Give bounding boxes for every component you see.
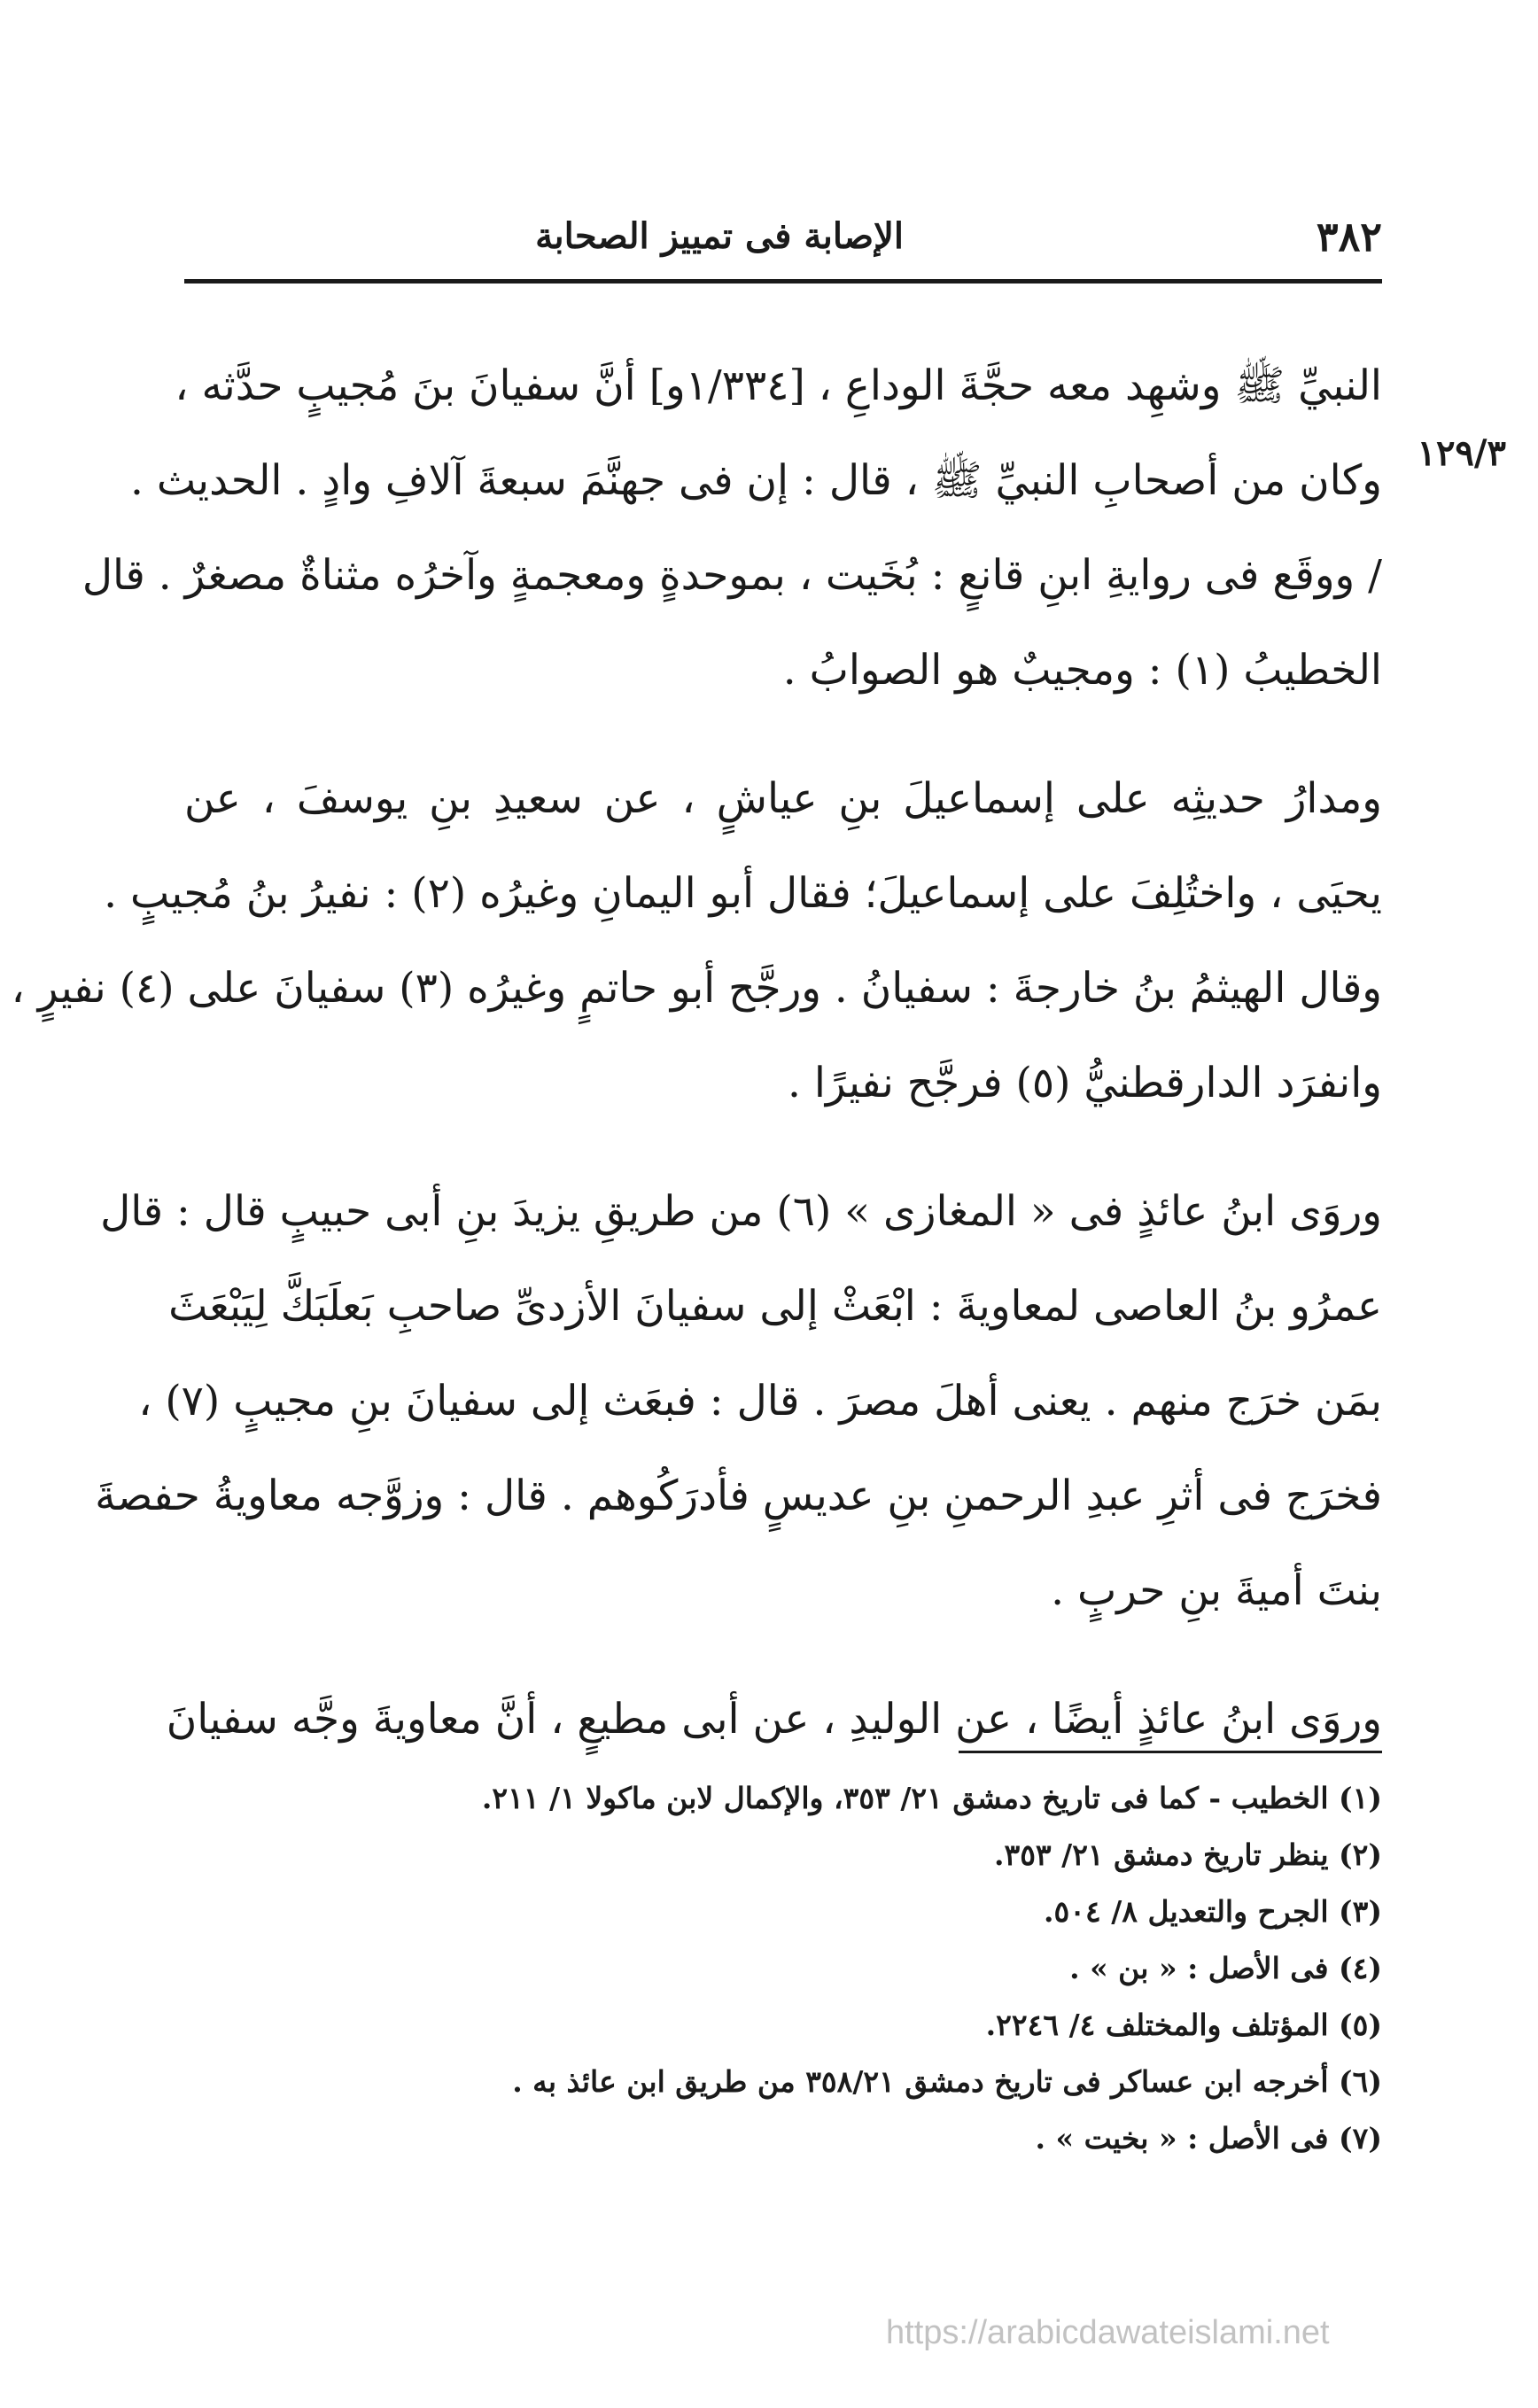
footnote: (٥) المؤتلف والمختلف ٤/ ٢٢٤٦. xyxy=(985,2008,1382,2042)
text-line: الخطيبُ (١) : ومجيبٌ هو الصوابُ . xyxy=(782,646,1382,695)
text-line: / ووقَع فى روايةِ ابنِ قانعٍ : بُخَيت ، بموحدةٍ ومعجمةٍ وآخرُه مثناةٌ مصغرٌ . قال xyxy=(82,551,1382,600)
text-line: بمَن خرَج منهم . يعنى أهلَ مصرَ . قال : فبعَث إلى سفيانَ بنِ مجيبٍ (٧) ، xyxy=(138,1377,1382,1425)
footnote: (٢) ينظر تاريخ دمشق ٢١/ ٣٥٣. xyxy=(993,1837,1382,1872)
text-line: بنتَ أميةَ بنِ حربٍ . xyxy=(1051,1566,1382,1615)
footnotes xyxy=(184,1770,1382,2167)
watermark-url: https://arabicdawateislami.net xyxy=(886,2314,1330,2351)
text-line: وكان من أصحابِ النبيِّ ﷺ ، قال : إن فى جهنَّمَ سبعةَ آلافِ وادٍ . الحديث . xyxy=(129,456,1382,505)
text-line: النبيِّ ﷺ وشهِد معه حجَّةَ الوداعِ ، [١/٣٣٤و] أنَّ سفيانَ بنَ مُجيبٍ حدَّثه ، xyxy=(175,361,1382,410)
text-line: ومدارُ حديثِه على إسماعيلَ بنِ عياشٍ ، عن سعيدِ بنِ يوسفَ ، عن xyxy=(184,774,1382,823)
text-line: وانفرَد الدارقطنيُّ (٥) فرجَّح نفيرًا . xyxy=(787,1059,1382,1107)
text-line: وروَى ابنُ عائذٍ فى « المغازى » (٦) من طريقِ يزيدَ بنِ أبى حبيبٍ قال : قال xyxy=(100,1187,1382,1236)
margin-reference: ١٢٩/٣ xyxy=(1417,432,1506,474)
text-line: وقال الهيثمُ بنُ خارجةَ : سفيانُ . ورجَّح أبو حاتمٍ وغيرُه (٣) سفيانَ على (٤) نفيرٍ ، xyxy=(11,964,1382,1013)
footnote: (٣) الجرح والتعديل ٨/ ٥٠٤. xyxy=(1044,1894,1382,1929)
footnote: (١) الخطيب - كما فى تاريخ دمشق ٢١/ ٣٥٣، والإكمال لابن ماكولا ١/ ٢١١. xyxy=(481,1781,1382,1815)
footnote: (٦) أخرجه ابن عساكر فى تاريخ دمشق ٣٥٨/٢١ من طريق ابن عائذ به . xyxy=(512,2064,1382,2099)
running-title: الإصابة فى تمييز الصحابة xyxy=(535,215,904,257)
header-rule xyxy=(184,279,1382,284)
text-line: فخرَج فى أثرِ عبدِ الرحمنِ بنِ عديسٍ فأدرَكُوهم . قال : وزوَّجه معاويةُ حفصةَ xyxy=(95,1472,1382,1520)
text-line: وروَى ابنُ عائذٍ أيضًا ، عن الوليدِ ، عن أبى مطيعٍ ، أنَّ معاويةَ وجَّه سفيانَ xyxy=(166,1695,1382,1744)
footnote: (٤) فى الأصل : « بن » . xyxy=(1069,1951,1382,1985)
text-line: عمرُو بنُ العاصى لمعاويةَ : ابْعَثْ إلى سفيانَ الأزدىِّ صاحبِ بَعلَبَكَّ لِيَبْعَثَ xyxy=(168,1282,1382,1331)
main-text xyxy=(11,338,1382,1800)
paragraph xyxy=(82,338,1382,718)
paragraph xyxy=(95,1164,1382,1638)
footnote: (٧) فى الأصل : « بخيت » . xyxy=(1035,2121,1382,2156)
footnote-rule xyxy=(959,1751,1382,1753)
text-line: يحيَى ، واختُلِفَ على إسماعيلَ؛ فقال أبو اليمانِ وغيرُه (٢) : نفيرُ بنُ مُجيبٍ . xyxy=(104,869,1382,918)
running-header xyxy=(184,206,1382,268)
paragraph xyxy=(11,751,1382,1130)
page-number: ٣٨٢ xyxy=(1316,213,1382,260)
